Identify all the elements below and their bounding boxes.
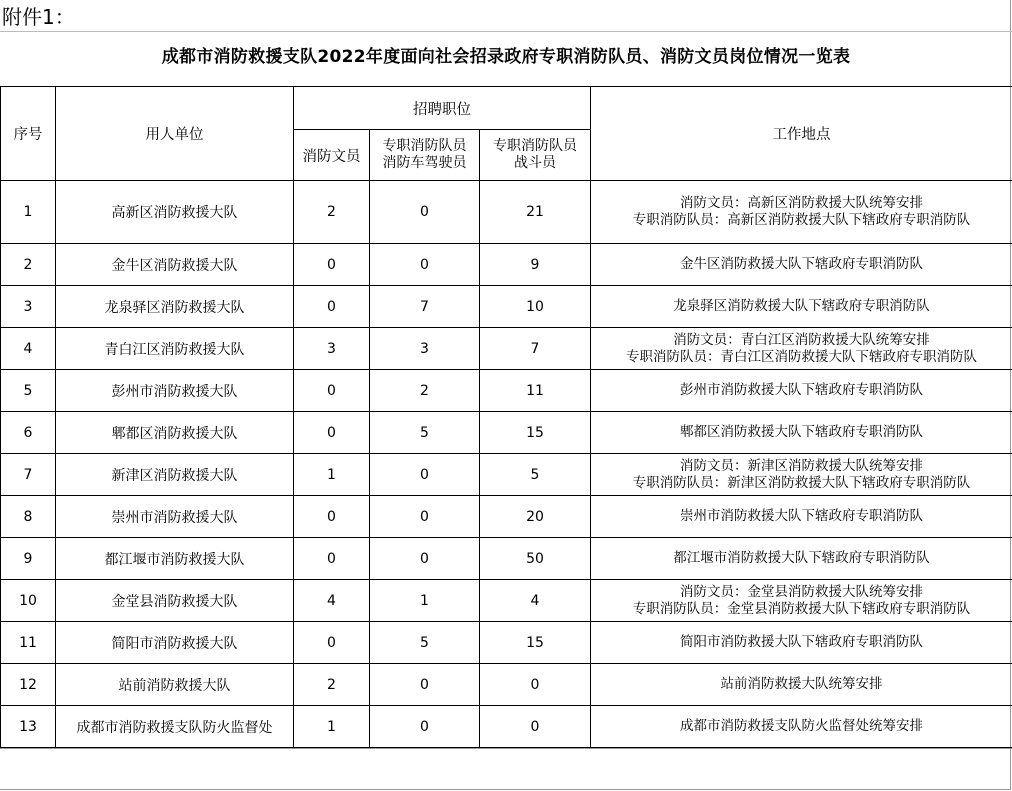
- cell-fighter: 50: [480, 538, 591, 580]
- header-fighter: [480, 130, 591, 181]
- cell-driver: 0: [370, 181, 480, 244]
- cell-clerk: 0: [294, 496, 370, 538]
- cell-fighter: 21: [480, 181, 591, 244]
- table-row: [1, 496, 1012, 538]
- cell-clerk: 4: [294, 580, 370, 622]
- cell-clerk: 2: [294, 181, 370, 244]
- cell-seq: 13: [1, 706, 56, 748]
- cell-seq: 11: [1, 622, 56, 664]
- header-driver: [370, 130, 480, 181]
- cell-clerk: 0: [294, 370, 370, 412]
- cell-location: 崇州市消防救援大队下辖政府专职消防队: [591, 496, 1012, 538]
- cell-location: 成都市消防救援支队防火监督处统筹安排: [591, 706, 1012, 748]
- location-line2: 专职消防队员：高新区消防救援大队下辖政府专职消防队: [632, 212, 971, 228]
- cell-seq: 3: [1, 286, 56, 328]
- cell-fighter: 11: [480, 370, 591, 412]
- cell-fighter: 10: [480, 286, 591, 328]
- cell-fighter: 5: [480, 454, 591, 496]
- cell-seq: 10: [1, 580, 56, 622]
- cell-location: [591, 454, 1012, 496]
- positions-table: [0, 86, 1012, 748]
- divider: [0, 31, 1012, 32]
- cell-location: 龙泉驿区消防救援大队下辖政府专职消防队: [591, 286, 1012, 328]
- cell-unit: 郫都区消防救援大队: [56, 412, 294, 454]
- table-row: [1, 412, 1012, 454]
- cell-fighter: 4: [480, 580, 591, 622]
- cell-location: 金牛区消防救援大队下辖政府专职消防队: [591, 244, 1012, 286]
- cell-driver: 5: [370, 622, 480, 664]
- cell-seq: 9: [1, 538, 56, 580]
- cell-clerk: 0: [294, 286, 370, 328]
- cell-driver: 1: [370, 580, 480, 622]
- cell-location: 都江堰市消防救援大队下辖政府专职消防队: [591, 538, 1012, 580]
- cell-driver: 0: [370, 454, 480, 496]
- header-fighter-line2: 战斗员: [514, 155, 557, 171]
- cell-unit: 崇州市消防救援大队: [56, 496, 294, 538]
- cell-unit: 彭州市消防救援大队: [56, 370, 294, 412]
- cell-driver: 3: [370, 328, 480, 370]
- header-unit: 用人单位: [56, 87, 294, 181]
- cell-clerk: 2: [294, 664, 370, 706]
- cell-seq: 12: [1, 664, 56, 706]
- header-fighter-line1: 专职消防队员: [493, 138, 578, 154]
- cell-unit: 都江堰市消防救援大队: [56, 538, 294, 580]
- table-row: [1, 370, 1012, 412]
- table-row: [1, 328, 1012, 370]
- cell-fighter: 0: [480, 664, 591, 706]
- cell-seq: 6: [1, 412, 56, 454]
- cell-clerk: 1: [294, 454, 370, 496]
- location-line1: 消防文员：青白江区消防救援大队统筹安排: [673, 331, 930, 348]
- cell-unit: 简阳市消防救援大队: [56, 622, 294, 664]
- location-line2: 专职消防队员：新津区消防救援大队下辖政府专职消防队: [632, 474, 971, 491]
- cell-location: 郫都区消防救援大队下辖政府专职消防队: [591, 412, 1012, 454]
- cell-driver: 0: [370, 538, 480, 580]
- cell-unit: 高新区消防救援大队: [56, 181, 294, 244]
- cell-driver: 0: [370, 496, 480, 538]
- cell-fighter: 9: [480, 244, 591, 286]
- cell-clerk: 1: [294, 706, 370, 748]
- cell-unit: 青白江区消防救援大队: [56, 328, 294, 370]
- cell-unit: 成都市消防救援支队防火监督处: [56, 706, 294, 748]
- cell-driver: 2: [370, 370, 480, 412]
- cell-seq: 4: [1, 328, 56, 370]
- cell-seq: 7: [1, 454, 56, 496]
- location-line1: 消防文员：高新区消防救援大队统筹安排: [680, 195, 924, 211]
- table-row: [1, 286, 1012, 328]
- cell-fighter: 15: [480, 622, 591, 664]
- cell-location: 简阳市消防救援大队下辖政府专职消防队: [591, 622, 1012, 664]
- cell-clerk: 3: [294, 328, 370, 370]
- cell-clerk: 0: [294, 622, 370, 664]
- cell-driver: 0: [370, 244, 480, 286]
- cell-location: [591, 328, 1012, 370]
- cell-fighter: 7: [480, 328, 591, 370]
- table-row: [1, 580, 1012, 622]
- table-body: [1, 181, 1012, 748]
- cell-location: [591, 580, 1012, 622]
- cell-unit: 站前消防救援大队: [56, 664, 294, 706]
- table-row: [1, 454, 1012, 496]
- cell-location: 彭州市消防救援大队下辖政府专职消防队: [591, 370, 1012, 412]
- cell-seq: 2: [1, 244, 56, 286]
- cell-unit: 金牛区消防救援大队: [56, 244, 294, 286]
- cell-seq: 1: [1, 181, 56, 244]
- cell-fighter: 15: [480, 412, 591, 454]
- cell-unit: 新津区消防救援大队: [56, 454, 294, 496]
- cell-clerk: 0: [294, 412, 370, 454]
- cell-driver: 5: [370, 412, 480, 454]
- cell-seq: 8: [1, 496, 56, 538]
- cell-fighter: 0: [480, 706, 591, 748]
- table-row: [1, 706, 1012, 748]
- table-row: [1, 538, 1012, 580]
- attachment-label: 附件1：: [2, 5, 75, 29]
- cell-clerk: 0: [294, 538, 370, 580]
- cell-unit: 金堂县消防救援大队: [56, 580, 294, 622]
- header-driver-line1: 专职消防队员: [382, 138, 467, 154]
- table-row: [1, 664, 1012, 706]
- cell-driver: 0: [370, 664, 480, 706]
- header-seq: 序号: [1, 87, 56, 181]
- location-line2: 专职消防队员：青白江区消防救援大队下辖政府专职消防队: [626, 348, 978, 365]
- location-line1: 消防文员：金堂县消防救援大队统筹安排: [680, 583, 924, 600]
- header-driver-line2: 消防车驾驶员: [382, 155, 467, 171]
- cell-location: [591, 181, 1012, 244]
- table-row: [1, 622, 1012, 664]
- header-positions: 招聘职位: [294, 87, 591, 130]
- header-clerk: 消防文员: [294, 130, 370, 181]
- cell-seq: 5: [1, 370, 56, 412]
- location-line1: 消防文员：新津区消防救援大队统筹安排: [680, 457, 924, 474]
- cell-unit: 龙泉驿区消防救援大队: [56, 286, 294, 328]
- table-row: [1, 244, 1012, 286]
- cell-fighter: 20: [480, 496, 591, 538]
- cell-driver: 0: [370, 706, 480, 748]
- table-row: [1, 181, 1012, 244]
- table-title: 成都市消防救援支队2022年度面向社会招录政府专职消防队员、消防文员岗位情况一览表: [161, 47, 851, 67]
- cell-driver: 7: [370, 286, 480, 328]
- cell-location: 站前消防救援大队统筹安排: [591, 664, 1012, 706]
- header-location: 工作地点: [591, 87, 1012, 181]
- location-line2: 专职消防队员：金堂县消防救援大队下辖政府专职消防队: [632, 600, 971, 617]
- sheet-bottom-border: [0, 748, 1012, 749]
- cell-clerk: 0: [294, 244, 370, 286]
